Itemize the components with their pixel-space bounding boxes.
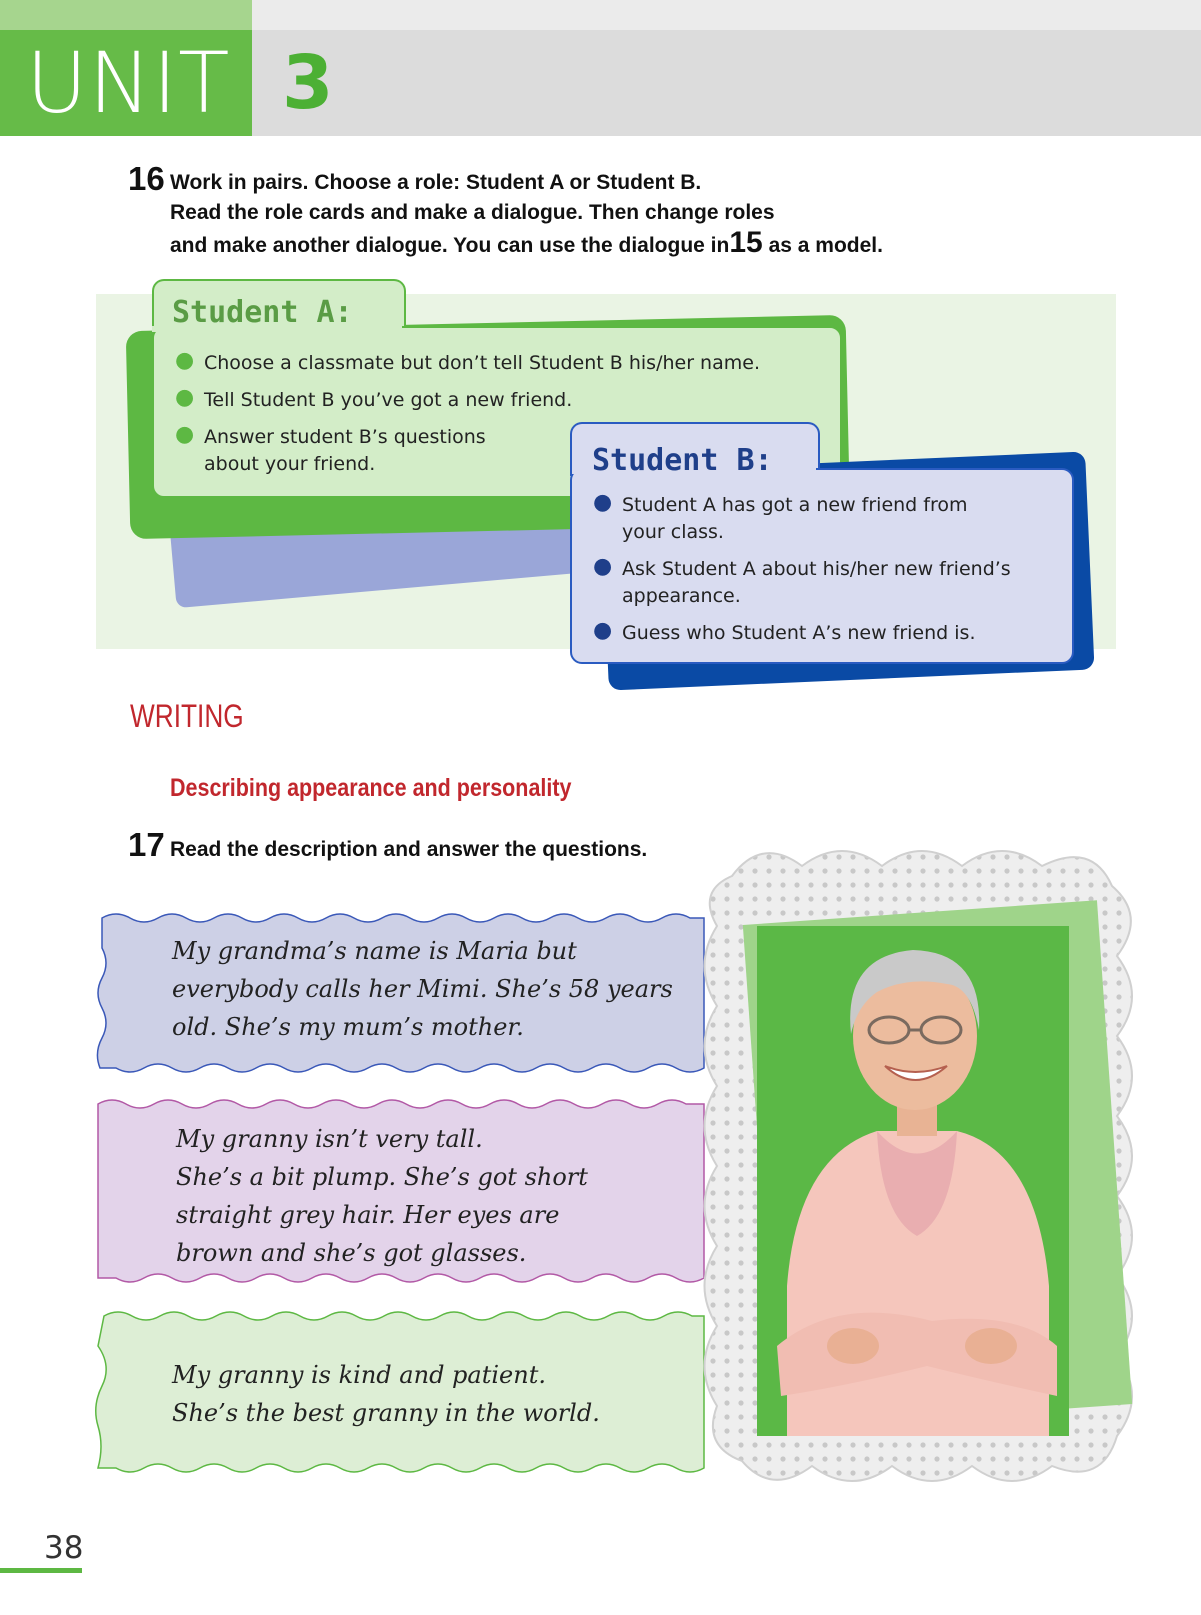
header-top-strip (252, 0, 1201, 30)
student-b-item: ● Guess who Student A’s new friend is. (593, 618, 976, 644)
student-b-card (570, 468, 1074, 664)
student-a-item: ● Tell Student B you’ve got a new friend. (175, 385, 573, 411)
bullet-icon: ● (593, 490, 613, 515)
description-box-1-line-2: everybody calls her Mimi. She’s 58 years (172, 975, 673, 1003)
description-box-1-line-1: My grandma’s name is Maria but (172, 937, 577, 965)
student-a-item: ● Choose a classmate but don’t tell Student B his/her name. (175, 348, 760, 374)
student-a-title: Student A: (172, 295, 353, 330)
bullet-icon: ● (593, 618, 613, 643)
header-top-strip-green (0, 0, 252, 30)
writing-subheading: Describing appearance and personality (170, 774, 572, 802)
description-box-2-line-4: brown and she’s got glasses. (176, 1239, 527, 1267)
exercise-16-line-1: Work in pairs. Choose a role: Student A or Student B. (170, 171, 702, 194)
bullet-icon: ● (593, 554, 613, 579)
exercise-16-number: 16 (128, 160, 165, 197)
exercise-16-line-2: Read the role cards and make a dialogue. Then change roles (170, 201, 775, 224)
exercise-16-line-3-end: as a model. (768, 234, 883, 257)
exercise-16-line-3 (170, 228, 883, 261)
description-box-3-line-1: My granny is kind and patient. (172, 1361, 546, 1389)
page-number: 38 (44, 1530, 84, 1566)
student-a-item: ● Answer student B’s questions about your friend. (175, 422, 486, 475)
exercise-16-line-3-text: and make another dialogue. You can use the dialogue in (170, 234, 730, 257)
description-box-1-line-3: old. She’s my mum’s mother. (172, 1013, 524, 1041)
exercise-17-instruction: Read the description and answer the questions. (170, 838, 648, 861)
description-box-2-line-3: straight grey hair. Her eyes are (176, 1201, 560, 1229)
page-number-underline (0, 1568, 82, 1573)
exercise-17-number: 17 (128, 826, 165, 863)
unit-word: UNIT (26, 34, 231, 132)
description-box-2-line-2: She’s a bit plump. She’s got short (176, 1163, 588, 1191)
grandma-illustration (757, 926, 1069, 1436)
student-b-item: ● Student A has got a new friend from your class. (593, 490, 968, 543)
exercise-15-reference: 15 (729, 226, 763, 259)
student-b-title: Student B: (592, 443, 773, 478)
unit-number: 3 (282, 40, 334, 126)
description-box-3-line-2: She’s the best granny in the world. (172, 1399, 600, 1427)
writing-heading: WRITING (130, 698, 244, 734)
description-box-2-line-1: My granny isn’t very tall. (176, 1125, 483, 1153)
grandma-photo (757, 926, 1069, 1436)
bullet-icon: ● (175, 422, 195, 447)
bullet-icon: ● (175, 348, 195, 373)
student-b-item: ● Ask Student A about his/her new friend’s appearance. (593, 554, 1011, 607)
bullet-icon: ● (175, 385, 195, 410)
header-bar (252, 30, 1201, 136)
